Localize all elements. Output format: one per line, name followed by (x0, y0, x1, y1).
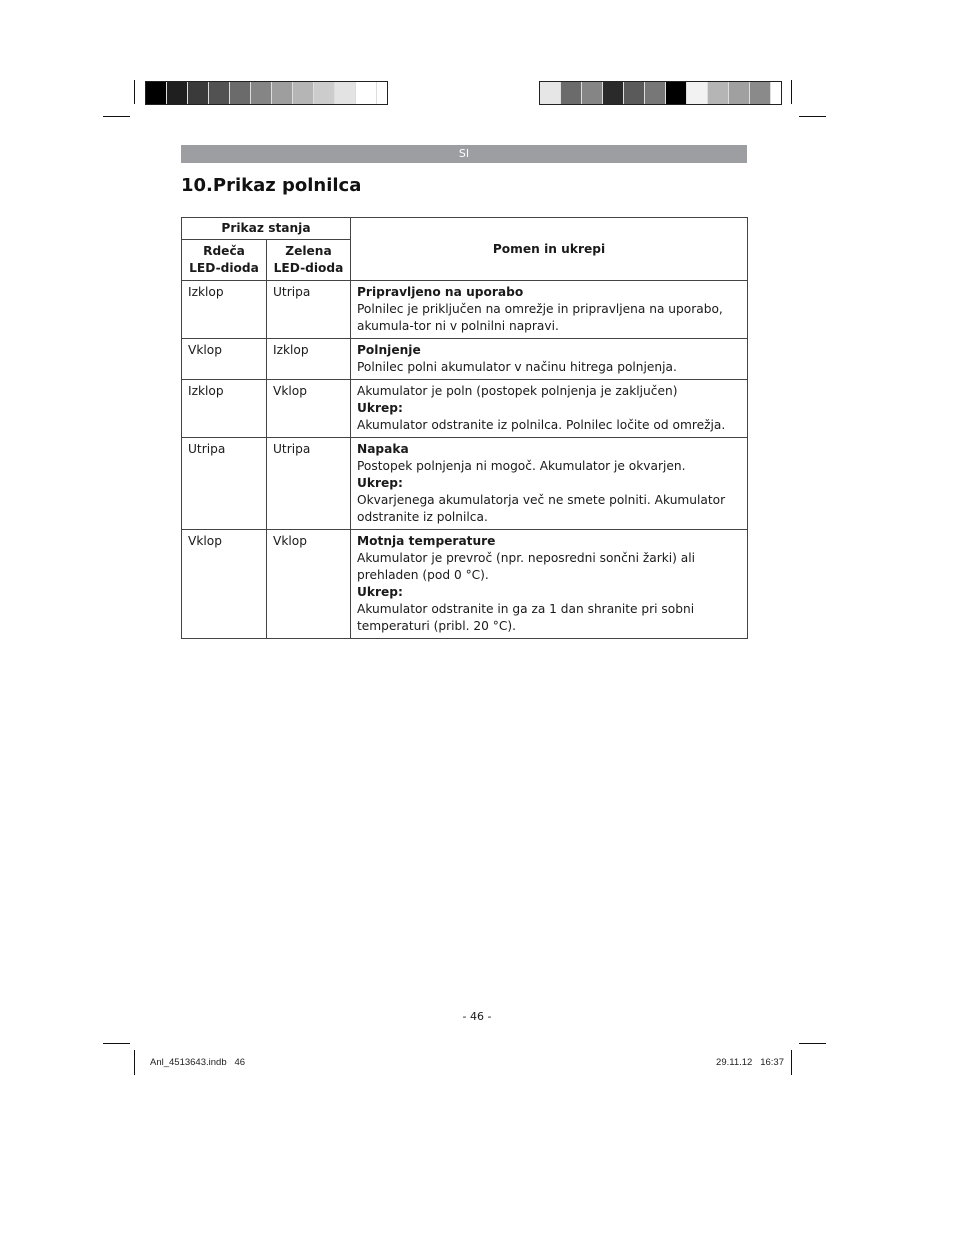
meaning-cell (351, 339, 748, 380)
green-led-header: Zelena LED-dioda (267, 240, 351, 281)
meaning-cell (351, 530, 748, 639)
meaning-header: Pomen in ukrepi (351, 218, 748, 281)
red-led-state: Vklop (182, 530, 267, 639)
color-swatch (561, 82, 582, 104)
color-swatch (687, 82, 708, 104)
crop-mark (799, 116, 826, 117)
color-calibration-bar-left (145, 81, 388, 105)
red-led-state: Vklop (182, 339, 267, 380)
crop-mark (799, 1043, 826, 1044)
color-swatch (582, 82, 603, 104)
meaning-cell (351, 380, 748, 438)
status-title: Polnjenje (357, 343, 421, 357)
table-row (182, 281, 748, 339)
color-swatch (293, 82, 314, 104)
status-description: Akumulator je prevroč (npr. neposredni sončni žarki) ali prehladen (pod 0 °C). (357, 551, 696, 582)
status-description: Akumulator je poln (postopek polnjenja je zaključen) (357, 384, 678, 398)
group-header: Prikaz stanja (182, 218, 351, 240)
status-title: Motnja temperature (357, 534, 496, 548)
table-header-row (182, 218, 748, 240)
green-led-state: Vklop (267, 380, 351, 438)
language-bar (181, 145, 747, 163)
green-led-state: Izklop (267, 339, 351, 380)
action-label: Ukrep: (357, 476, 403, 490)
red-led-state: Izklop (182, 281, 267, 339)
color-swatch (750, 82, 771, 104)
color-swatch (356, 82, 377, 104)
crop-mark (103, 116, 130, 117)
red-led-state: Izklop (182, 380, 267, 438)
color-swatch (230, 82, 251, 104)
green-led-state: Vklop (267, 530, 351, 639)
table-row (182, 339, 748, 380)
language-label: SI (458, 147, 470, 160)
color-swatch (729, 82, 750, 104)
action-label: Ukrep: (357, 585, 403, 599)
color-swatch (603, 82, 624, 104)
red-led-header: Rdeča LED-dioda (182, 240, 267, 281)
color-swatch (272, 82, 293, 104)
page-number: - 46 - (462, 1010, 492, 1023)
action-description: Akumulator odstranite iz polnilca. Polnilec ločite od omrežja. (357, 418, 726, 432)
status-description: Polnilec je priključen na omrežje in pripravljena na uporabo, akumula-tor ni v polnilni napravi. (357, 302, 723, 333)
meaning-cell (351, 438, 748, 530)
color-swatch (251, 82, 272, 104)
green-led-state: Utripa (267, 438, 351, 530)
footer-file: Anl_4513643.indb 46 (150, 1057, 246, 1068)
crop-mark (791, 80, 792, 104)
color-swatch (624, 82, 645, 104)
green-led-state: Utripa (267, 281, 351, 339)
crop-mark (134, 80, 135, 104)
crop-mark (103, 1043, 130, 1044)
red-led-state: Utripa (182, 438, 267, 530)
crop-mark (134, 1050, 135, 1075)
action-label: Ukrep: (357, 401, 403, 415)
color-swatch (666, 82, 687, 104)
color-swatch (708, 82, 729, 104)
color-swatch (209, 82, 230, 104)
color-swatch (540, 82, 561, 104)
color-swatch (314, 82, 335, 104)
table-row (182, 438, 748, 530)
color-swatch (146, 82, 167, 104)
status-title: Pripravljeno na uporabo (357, 285, 524, 299)
crop-mark (791, 1050, 792, 1075)
page-title: 10.Prikaz polnilca (181, 175, 362, 196)
color-calibration-bar-right (539, 81, 782, 105)
action-description: Okvarjenega akumulatorja več ne smete polniti. Akumulator odstranite iz polnilca. (357, 493, 726, 524)
color-swatch (335, 82, 356, 104)
led-status-table (181, 217, 748, 639)
table-row (182, 530, 748, 639)
status-description: Polnilec polni akumulator v načinu hitrega polnjenja. (357, 360, 677, 374)
status-title: Napaka (357, 442, 409, 456)
table-row (182, 380, 748, 438)
color-swatch (167, 82, 188, 104)
color-swatch (188, 82, 209, 104)
action-description: Akumulator odstranite in ga za 1 dan shranite pri sobni temperaturi (pribl. 20 °C). (357, 602, 695, 633)
color-swatch (645, 82, 666, 104)
footer-date: 29.11.12 16:37 (716, 1057, 784, 1068)
status-description: Postopek polnjenja ni mogoč. Akumulator je okvarjen. (357, 459, 686, 473)
meaning-cell (351, 281, 748, 339)
